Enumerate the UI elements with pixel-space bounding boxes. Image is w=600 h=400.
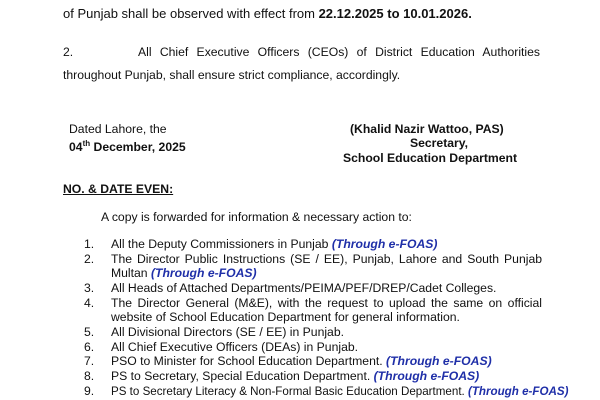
list-item [111, 369, 479, 384]
list-item-tag: (Through e-FOAS) [331, 237, 438, 251]
signatory-name: (Khalid Nazir Wattoo, PAS) [350, 122, 504, 136]
even-heading: NO. & DATE EVEN: [63, 182, 174, 196]
list-item-number: 9. [84, 384, 95, 398]
list-item-text: The Director Public Instructions (SE / EE), Punjab, Lahore and South Punjab [111, 252, 542, 266]
list-item-number: 2. [84, 252, 95, 266]
dated-label: Dated Lahore, the [69, 122, 167, 136]
list-item-tag: (Through e-FOAS) [386, 354, 492, 368]
top-line-text: of Punjab shall be observed with effect from [63, 6, 319, 21]
list-item-text: PSO to Minister for School Education Department. [111, 354, 387, 368]
list-item-number: 3. [84, 281, 95, 295]
list-item-number: 4. [84, 296, 95, 310]
list-item-tag: (Through e-FOAS) [150, 266, 257, 280]
para2-line1: All Chief Executive Officers (CEOs) of District Education Authorities [138, 45, 540, 59]
list-item-text: PS to Secretary, Special Education Department. [111, 369, 374, 383]
list-item-text: All the Deputy Commissioners in Punjab [111, 237, 332, 251]
top-line [63, 6, 472, 21]
list-item-text: PS to Secretary Literacy & Non-Formal Basic Education Department. [111, 385, 468, 398]
para2-number: 2. [63, 45, 74, 59]
list-item-number: 8. [84, 369, 95, 383]
list-item-tag: (Through e-FOAS) [373, 369, 480, 383]
list-item-text: All Heads of Attached Departments/PEIMA/PEF/DREP/Cadet Colleges. [111, 281, 497, 295]
list-item-number: 6. [84, 340, 95, 354]
dated-day: 04 [69, 140, 83, 154]
list-item-number: 7. [84, 354, 95, 368]
dated-date [69, 140, 186, 155]
para2-line2: throughout Punjab, shall ensure strict compliance, accordingly. [63, 68, 401, 82]
list-item [111, 266, 257, 281]
dated-month-year: December, 2025 [90, 140, 186, 154]
list-item [111, 354, 492, 369]
list-item-number: 1. [84, 237, 95, 251]
list-item [111, 384, 568, 399]
list-item-text: The Director General (M&E), with the request to upload the same on official [111, 296, 542, 310]
signatory-title: Secretary, [410, 136, 469, 150]
list-item-text: Multan [111, 266, 151, 280]
dated-day-suffix: th [82, 138, 91, 148]
list-item-text: All Chief Executive Officers (DEAs) in Punjab. [111, 340, 359, 354]
list-item-number: 5. [84, 325, 95, 339]
top-line-dates: 22.12.2025 to 10.01.2026. [318, 6, 472, 21]
signatory-department: School Education Department [343, 151, 518, 165]
list-item-text: website of School Education Department for general information. [111, 310, 460, 324]
list-item [111, 237, 437, 252]
list-item-text: All Divisional Directors (SE / EE) in Punjab. [111, 325, 344, 339]
list-item-tag: (Through e-FOAS) [467, 385, 569, 398]
forward-line: A copy is forwarded for information & necessary action to: [101, 210, 412, 224]
